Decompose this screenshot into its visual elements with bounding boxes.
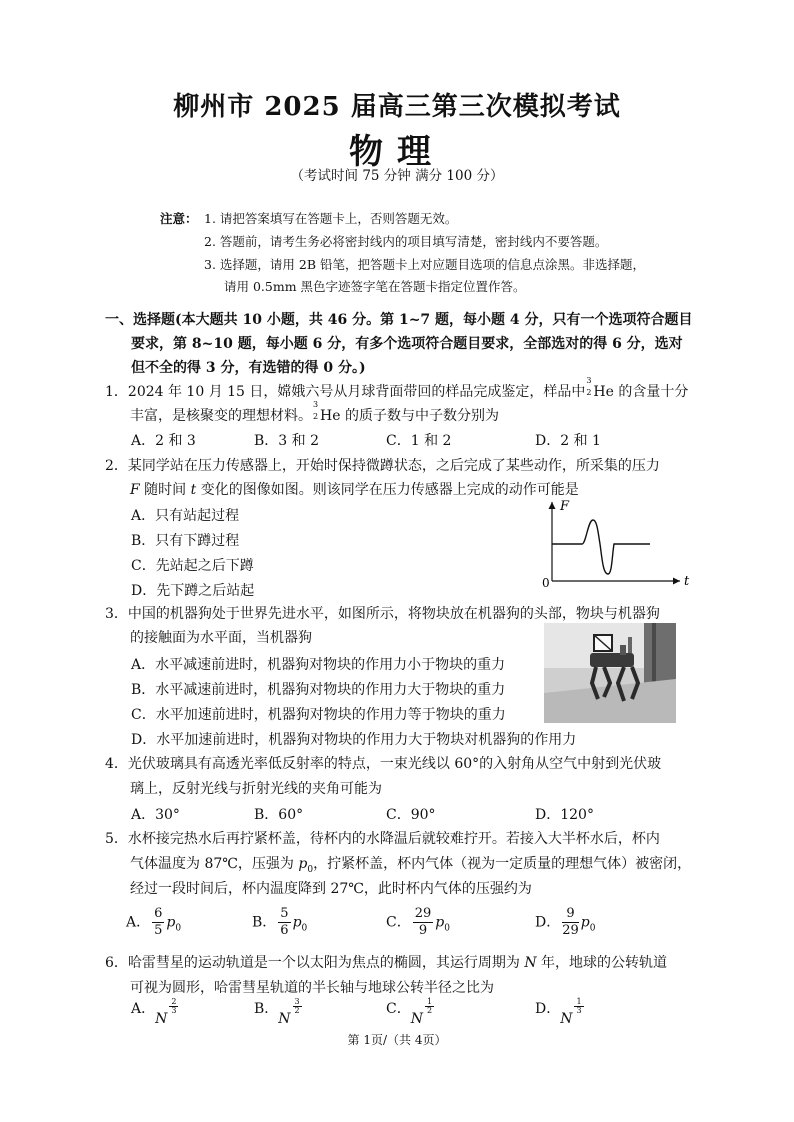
exam-subtitle: （考试时间 75 分钟 满分 100 分）: [290, 168, 504, 184]
q2-option-c: C．先站起之后下蹲: [131, 558, 254, 574]
exam-title: 柳州市 2025 届高三第三次模拟考试: [173, 92, 621, 122]
q4-option-b: B．60°: [254, 807, 304, 823]
isotope-notation: 3 2: [586, 376, 592, 397]
q6-option-a: A．N $\frac{2}{3}$: [131, 997, 177, 1027]
q2-line-2: F 随时间 t 变化的图像如图。则该同学在压力传感器上完成的动作可能是: [130, 482, 579, 498]
q5-option-c: C． $\frac{29}{9}$ $p_0$: [386, 906, 450, 938]
q3-option-a: A．水平减速前进时，机器狗对物块的作用力小于物块的重力: [131, 657, 506, 673]
q1-option-c: C．1 和 2: [386, 433, 452, 449]
q5-option-b: B． $\frac{5}{6}$ $p_0$: [252, 906, 308, 938]
q4-option-a: A．30°: [131, 807, 180, 823]
section-line-3: 但不全的得 3 分，有选错的得 0 分。): [131, 360, 366, 376]
origin-label: 0: [542, 576, 550, 590]
page-footer: 第 1页/（共 4页）: [347, 1033, 447, 1047]
y-axis-label: F: [560, 499, 570, 514]
q3-option-b: B．水平减速前进时，机器狗对物块的作用力大于物块的重力: [131, 682, 506, 698]
notice-item-1: 1. 请把答案填写在答题卡上，否则答题无效。: [204, 211, 458, 226]
notice-item-2: 2. 答题前，请考生务必将密封线内的项目填写清楚，密封线内不要答题。: [204, 234, 608, 249]
q5-option-d: D． $\frac{9}{29}$ $p_0$: [535, 906, 596, 938]
q6-option-d: D．N $\frac{1}{3}$: [535, 997, 582, 1027]
robot-dog-photo: [544, 623, 676, 723]
q5-line-2: 气体温度为 87℃，压强为 $p_0$，拧紧杯盖，杯内气体（视为一定质量的理想气体）被密闭，: [130, 856, 692, 875]
q1-line-2: 丰富，是核聚变的理想材料。 3 2 He 的质子数与中子数分别为: [130, 400, 499, 424]
q4-line-2: 璃上，反射光线与折射光线的夹角可能为: [130, 781, 382, 797]
q1-option-b: B．3 和 2: [254, 433, 320, 449]
q6-option-b: B．N $\frac{3}{2}$: [254, 997, 300, 1027]
force-time-graph: [530, 496, 700, 596]
subject-title: 物理: [349, 132, 445, 172]
x-axis-label: t: [684, 574, 690, 589]
q1-option-a: A．2 和 3: [131, 433, 196, 449]
q2-option-b: B．只有下蹲过程: [131, 533, 240, 549]
q4-option-d: D．120°: [535, 807, 594, 823]
q3-line-2: 的接触面为水平面，当机器狗: [130, 630, 312, 646]
q2-line-1: 2．某同学站在压力传感器上，开始时保持微蹲状态，之后完成了某些动作，所采集的压力: [105, 458, 660, 474]
q1-option-d: D．2 和 1: [535, 433, 601, 449]
q2-option-d: D．先下蹲之后站起: [131, 583, 255, 599]
q4-option-c: C．90°: [386, 807, 436, 823]
q5-option-a: A． $\frac{6}{5}$ $p_0$: [126, 906, 182, 938]
q6-line-1: 6．哈雷彗星的运动轨道是一个以太阳为焦点的椭圆，其运行周期为 N 年，地球的公转轨道: [105, 955, 668, 971]
q1-line-1: 1．2024 年 10 月 15 日，嫦娥六号从月球背面带回的样品完成鉴定，样品中 3 2 He 的含量十分: [105, 376, 689, 400]
q5-line-3: 经过一段时间后，杯内温度降到 27℃，此时杯内气体的压强约为: [130, 881, 532, 897]
notice-item-3-cont: 请用 0.5mm 黑色字迹签字笔在答题卡指定位置作答。: [224, 279, 526, 294]
q4-line-1: 4．光伏玻璃具有高透光率低反射率的特点，一束光线以 60°的入射角从空气中射到光伏玻: [105, 756, 662, 772]
q3-option-c: C．水平加速前进时，机器狗对物块的作用力等于物块的重力: [131, 707, 506, 723]
notice-label: 注意：: [160, 211, 198, 226]
q6-line-2: 可视为圆形，哈雷彗星轨道的半长轴与地球公转半径之比为: [130, 980, 494, 996]
force-curve: [552, 520, 650, 574]
q3-option-d: D．水平加速前进时，机器狗对物块的作用力大于物块对机器狗的作用力: [131, 732, 577, 748]
q3-line-1: 3．中国的机器狗处于世界先进水平，如图所示，将物块放在机器狗的头部，物块与机器狗: [105, 606, 660, 622]
q6-option-c: C．N $\frac{1}{2}$: [386, 997, 433, 1027]
isotope-notation: 3 2: [313, 400, 319, 421]
notice-item-3: 3. 选择题，请用 2B 铅笔，把答题卡上对应题目选项的信息点涂黑。非选择题，: [204, 257, 645, 272]
section-line-1: 一、选择题(本大题共 10 小题，共 46 分。第 1~7 题，每小题 4 分，只有一个选项符合题目: [105, 312, 693, 328]
q2-option-a: A．只有站起过程: [131, 508, 240, 524]
q5-line-1: 5．水杯接完热水后再拧紧杯盖，待杯内的水降温后就较难拧开。若接入大半杯水后，杯内: [105, 831, 660, 847]
section-line-2: 要求，第 8~10 题，每小题 6 分，有多个选项符合题目要求，全部选对的得 6 分，选对: [131, 336, 683, 352]
